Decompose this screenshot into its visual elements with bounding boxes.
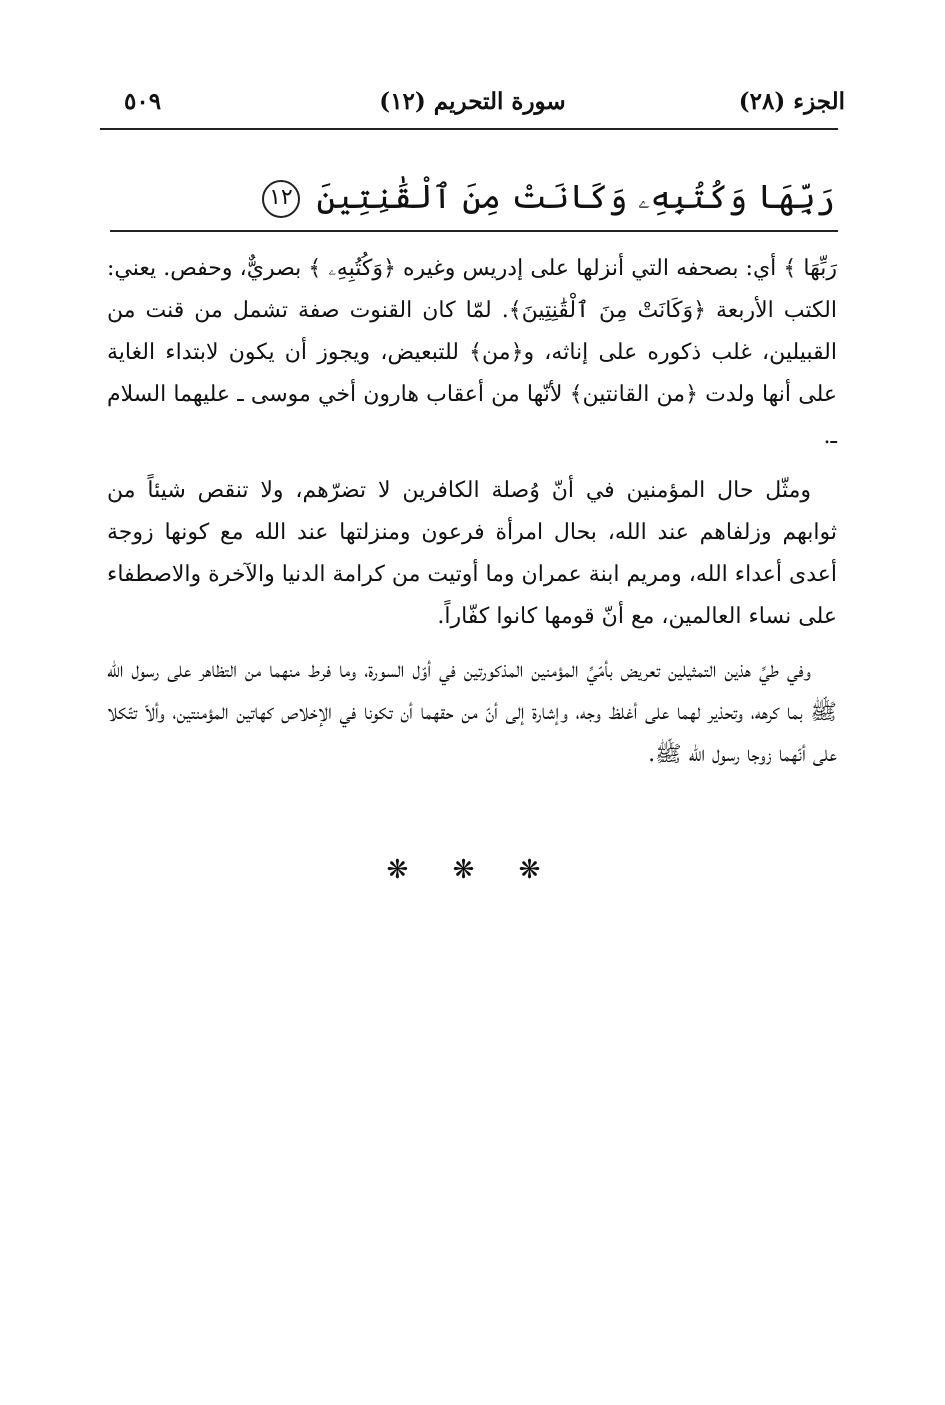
verse-divider [110,230,838,232]
header-divider [100,128,838,130]
surah-title: سورة التحريم (١٢) [379,88,566,115]
commentary-paragraph: ومثّل حال المؤمنين في أنّ وُصلة الكافرين لا تضرّهم، ولا تنقص شيئاً من ثوابهم وزلفاهم عند الله، بحال امرأة فرعون ومنزلتها عند الله مع كونها زوجة أعدى أعداء الله، ومريم ابنة عمران وما أوتيت من كرامة الدنيا والآخرة والاصطفاء على نساء العالمين، مع أنّ قومها كانوا كفّاراً. [106,478,837,629]
verse-text: رَبِّهَا وَكُتُبِهِۦ وَكَانَتْ مِنَ ٱلْقَٰنِتِينَ [316,177,835,216]
part-number: الجزء (٢٨) [738,88,845,115]
ayah-number-marker: ١٢ [262,180,300,218]
commentary-paragraph: وفي طيِّ هذين التمثيلين تعريض بأمّيِّ المؤمنين المذكورتين في أوّل السورة، وما فرط منهما من التظاهر على رسول الله ﷺ بما كرهه، وتحذير لهما على أغلظ وجه، وإشارة إلى أنّ من حقهما أن تكونا في الإخلاص كهاتين المؤمنتين، وألاّ تتّكلا على أنّهما زوجا رسول الله ﷺ. [107,658,837,767]
page-header [100,84,845,128]
section-separator: ❋ ❋ ❋ [386,855,559,885]
commentary-body [107,248,837,788]
quran-verse [135,172,835,222]
page-number: ٥٠٩ [124,88,162,115]
commentary-paragraph: رَبِّهَا ﴾ أي: بصحفه التي أنزلها على إدريس وغيره ﴿وَكُتُبِهِۦ ﴾ بصريٌّ، وحفص. يعني: الكتب الأربعة ﴿وَكَانَتْ مِنَ ٱلْقَٰنِتِينَ﴾. لمّا كان القنوت صفة تشمل من قنت من القبيلين، غلب ذكوره على إناثه، و﴿من﴾ للتبعيض، ويجوز أن يكون لابتداء الغاية على أنها ولدت ﴿من القانتين﴾ لأنّها من أعقاب هارون أخي موسى ـ عليهما السلام ـ. [107,256,837,449]
